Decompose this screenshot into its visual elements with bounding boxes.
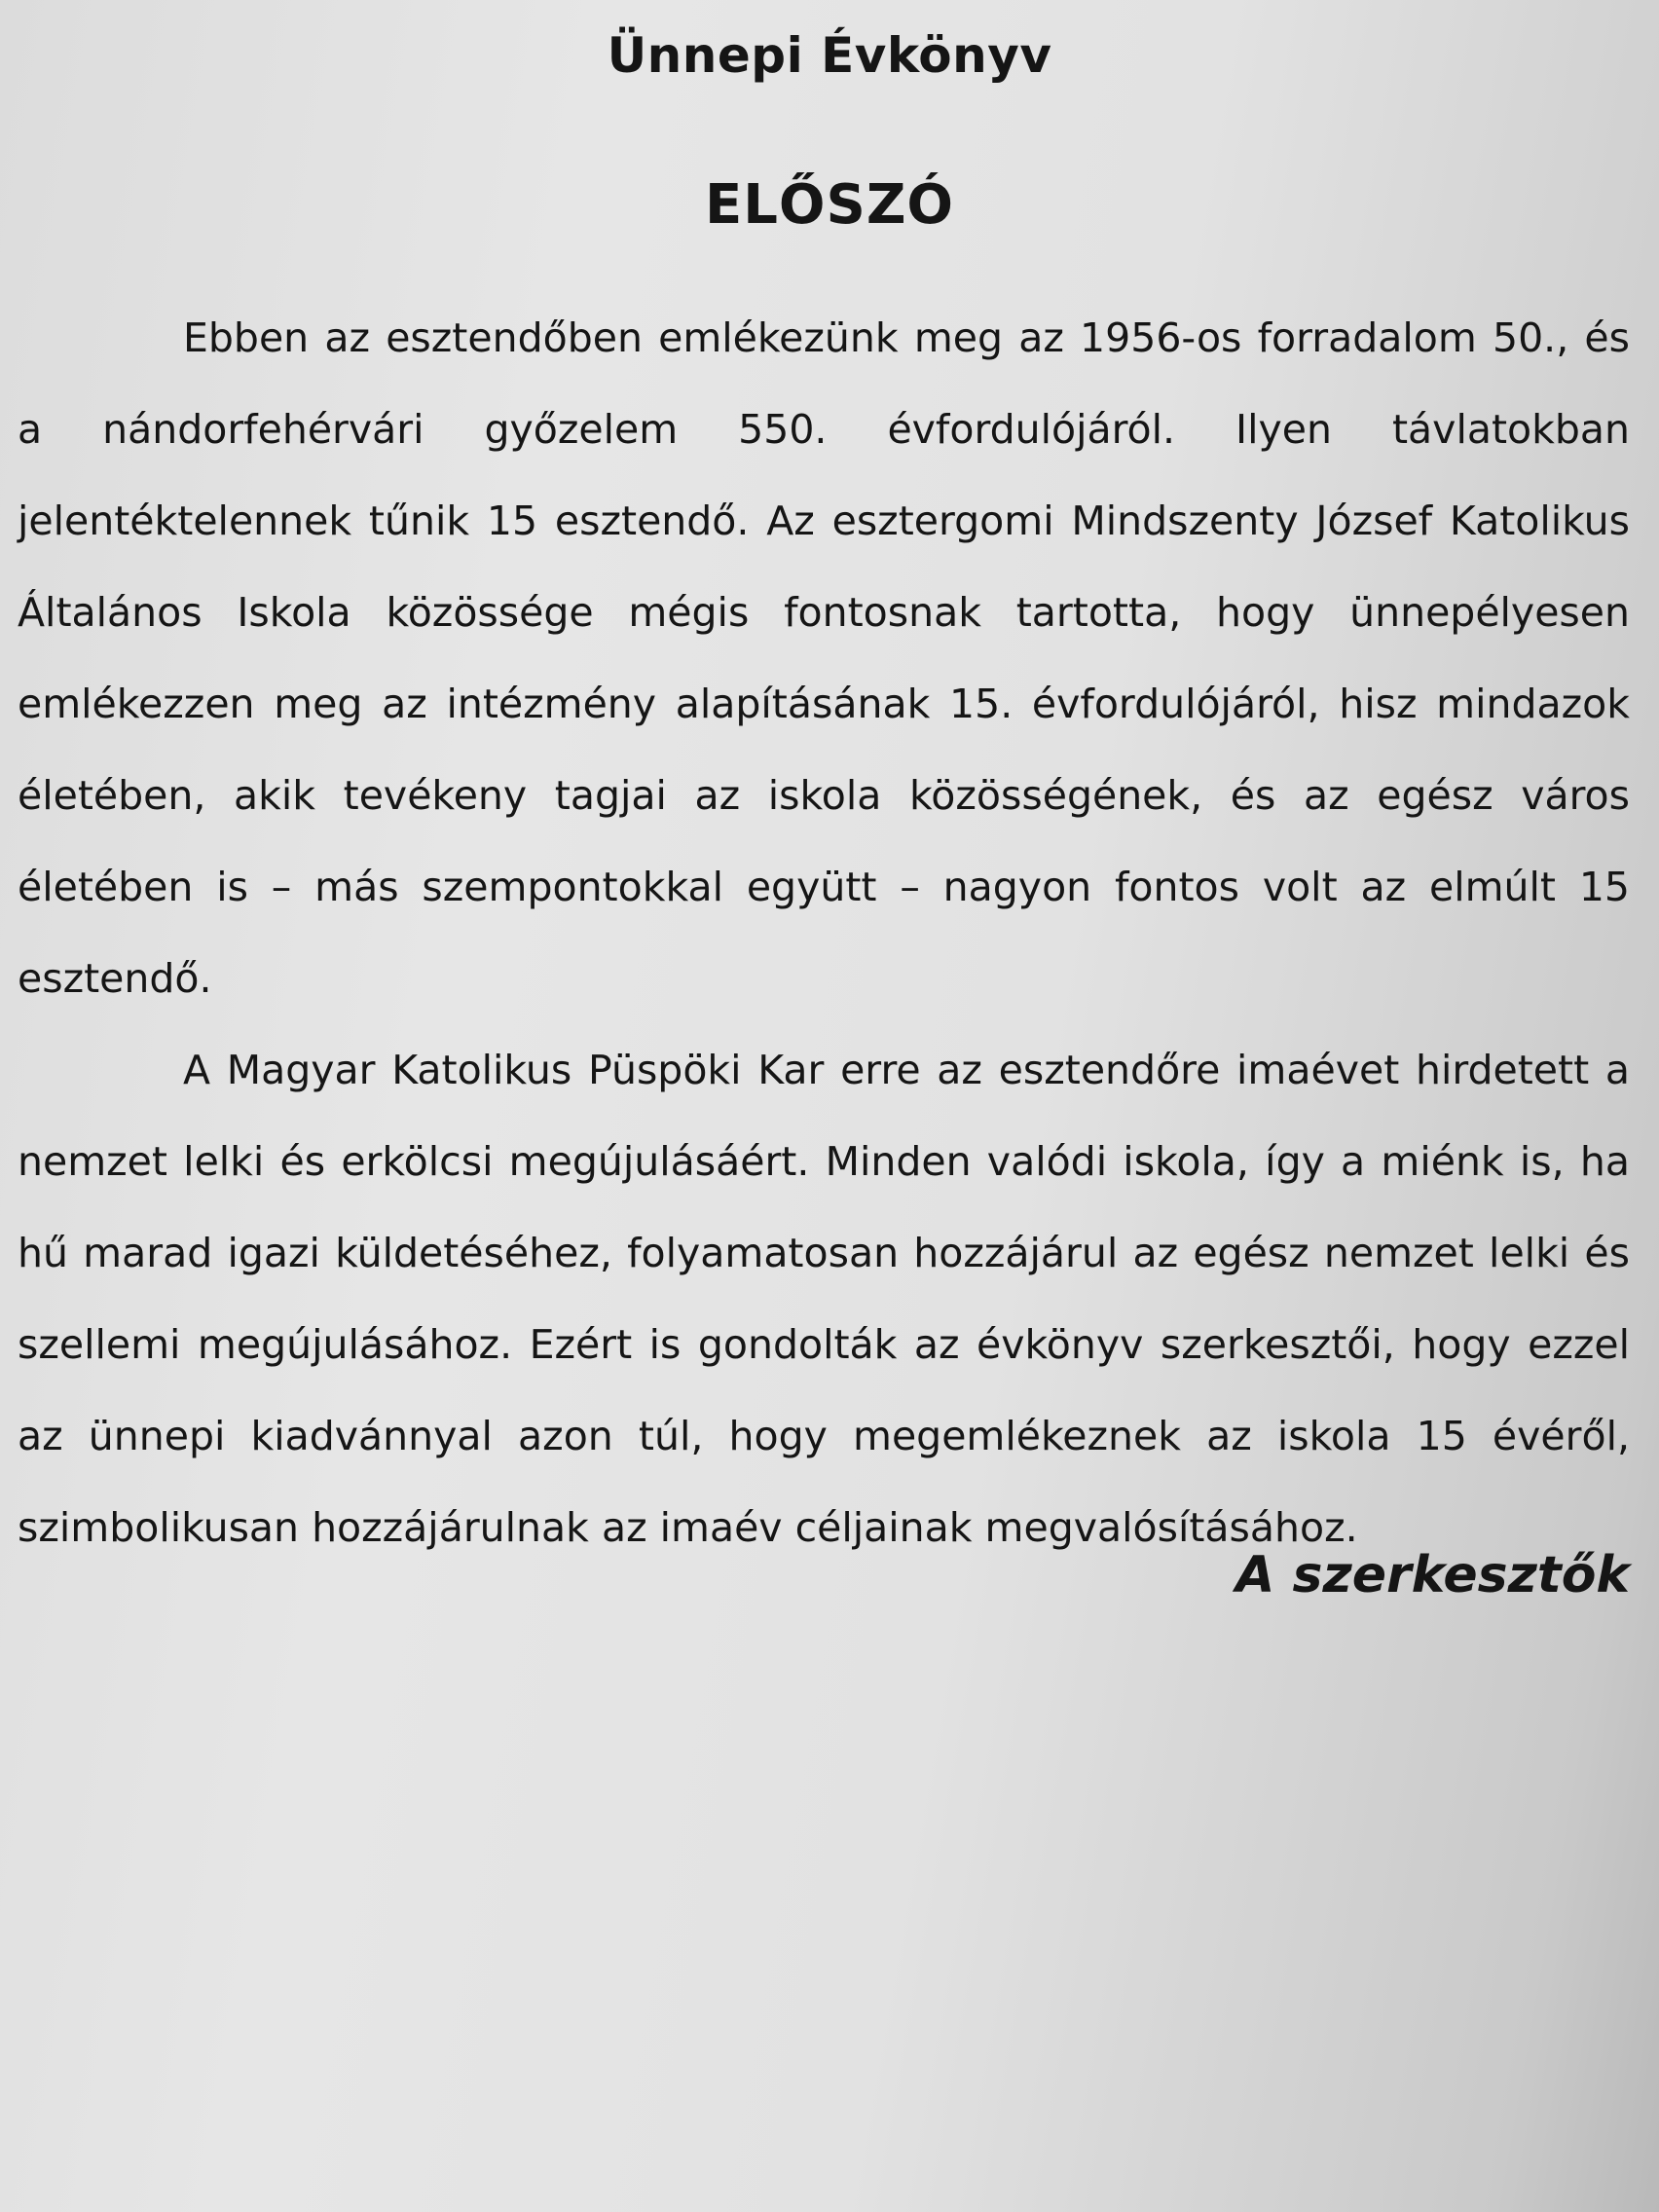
body-text: [18, 292, 1630, 1573]
paragraph-2: A Magyar Katolikus Püspöki Kar erre az esztendőre imaévet hirdetett a nemzet lelki és erkölcsi megújulásáért. Minden valódi iskola, így a miénk is, ha hű marad igazi küldetéséhez, folyamatosan hozzájárul az egész nemzet lelki és szellemi megújulásához. Ezért is gondolták az évkönyv szerkesztői, hogy ezzel az ünnepi kiadvánnyal azon túl, hogy megemlékeznek az iskola 15 évéről, szimbolikusan hozzájárulnak az imaév céljainak megvalósításához.: [18, 1047, 1630, 1551]
page-title: ELŐSZÓ: [704, 173, 955, 237]
paragraph-1: Ebben az esztendőben emlékezünk meg az 1956-os forradalom 50., és a nándorfehérvári győzelem 550. évfordulójáról. Ilyen távlatokban jelentéktelennek tűnik 15 esztendő. Az esztergomi Mindszenty József Katolikus Általános Iskola közössége mégis fontosnak tartotta, hogy ünnepélyesen emlékezzen meg az intézmény alapításának 15. évfordulójáról, hisz mindazok életében, akik tevékeny tagjai az iskola közösségének, és az egész város életében is – más szempontokkal együtt – nagyon fontos volt az elmúlt 15 esztendő.: [18, 314, 1630, 1002]
running-header: Ünnepi Évkönyv: [607, 27, 1052, 84]
signature: A szerkesztők: [1235, 1546, 1630, 1604]
